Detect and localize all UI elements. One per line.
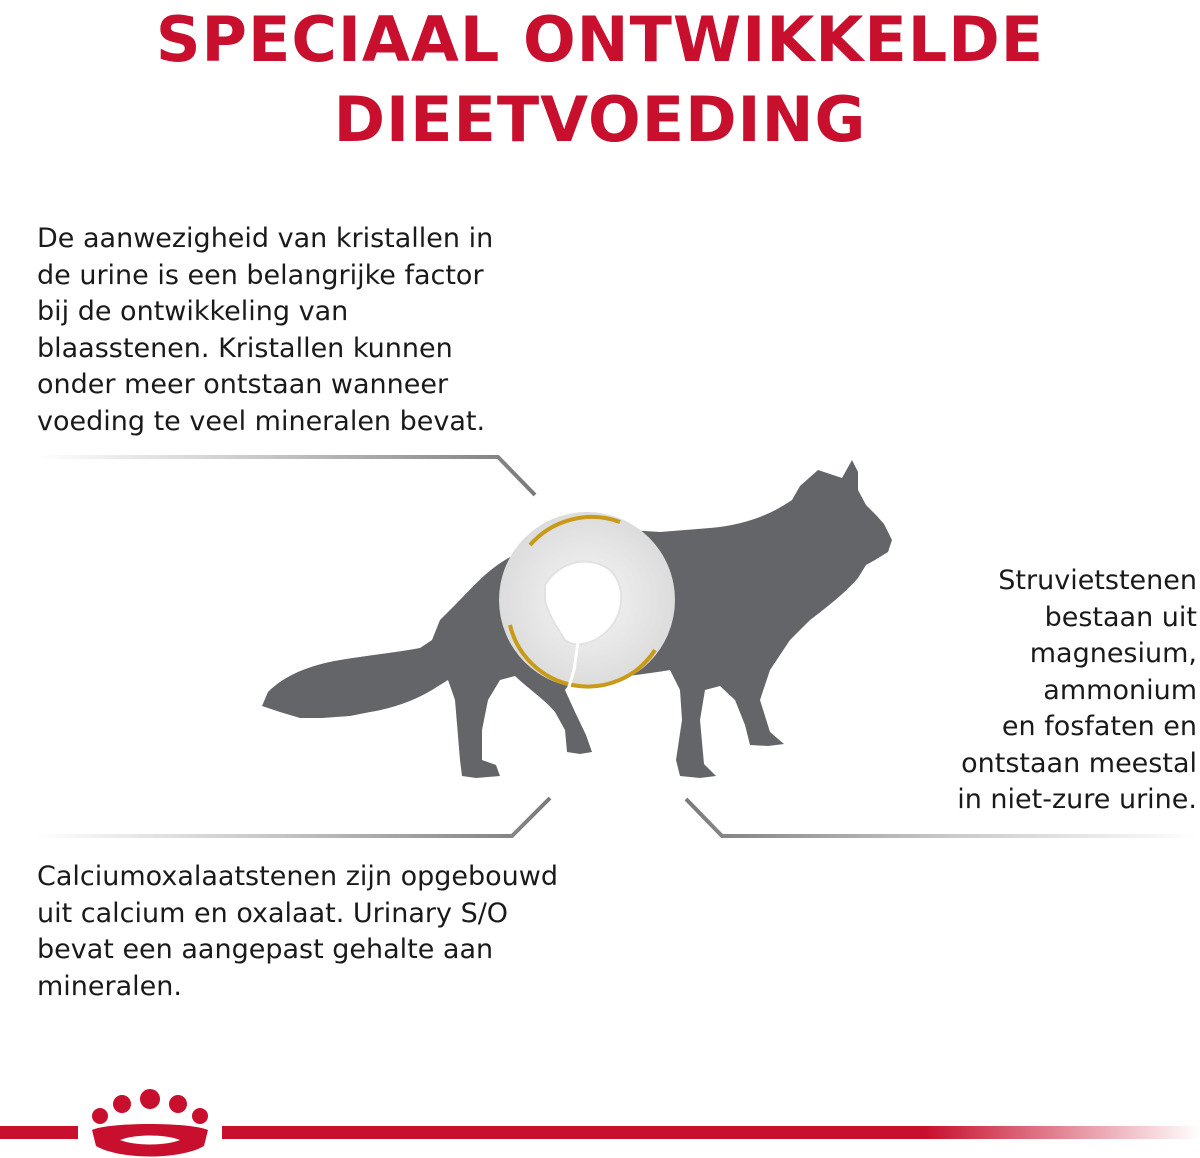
- callout-line-right: [686, 799, 1200, 836]
- title-line-1: SPECIAAL ONTWIKKELDE: [155, 3, 1045, 76]
- callout-line-top: [37, 457, 535, 495]
- struvite-description: Struvietstenen bestaan uit magnesium, ammonium en fosfaten en ontstaan meestal in niet-zure urine.: [957, 565, 1197, 815]
- callout-line-bottom: [37, 798, 550, 836]
- oxalate-description: Calciumoxalaatstenen zijn opgebouwd uit calcium en oxalaat. Urinary S/O bevat een aangepast gehalte aan mineralen.: [37, 861, 559, 1002]
- title-line-2: DIEETVOEDING: [333, 83, 867, 156]
- crown-logo: [92, 1089, 208, 1157]
- crystals-description: De aanwezigheid van kristallen in de urine is een belangrijke factor bij de ontwikkeling van blaasstenen. Kristallen kunnen onder meer ontstaan wanneer voeding te veel mineralen bevat.: [37, 223, 494, 437]
